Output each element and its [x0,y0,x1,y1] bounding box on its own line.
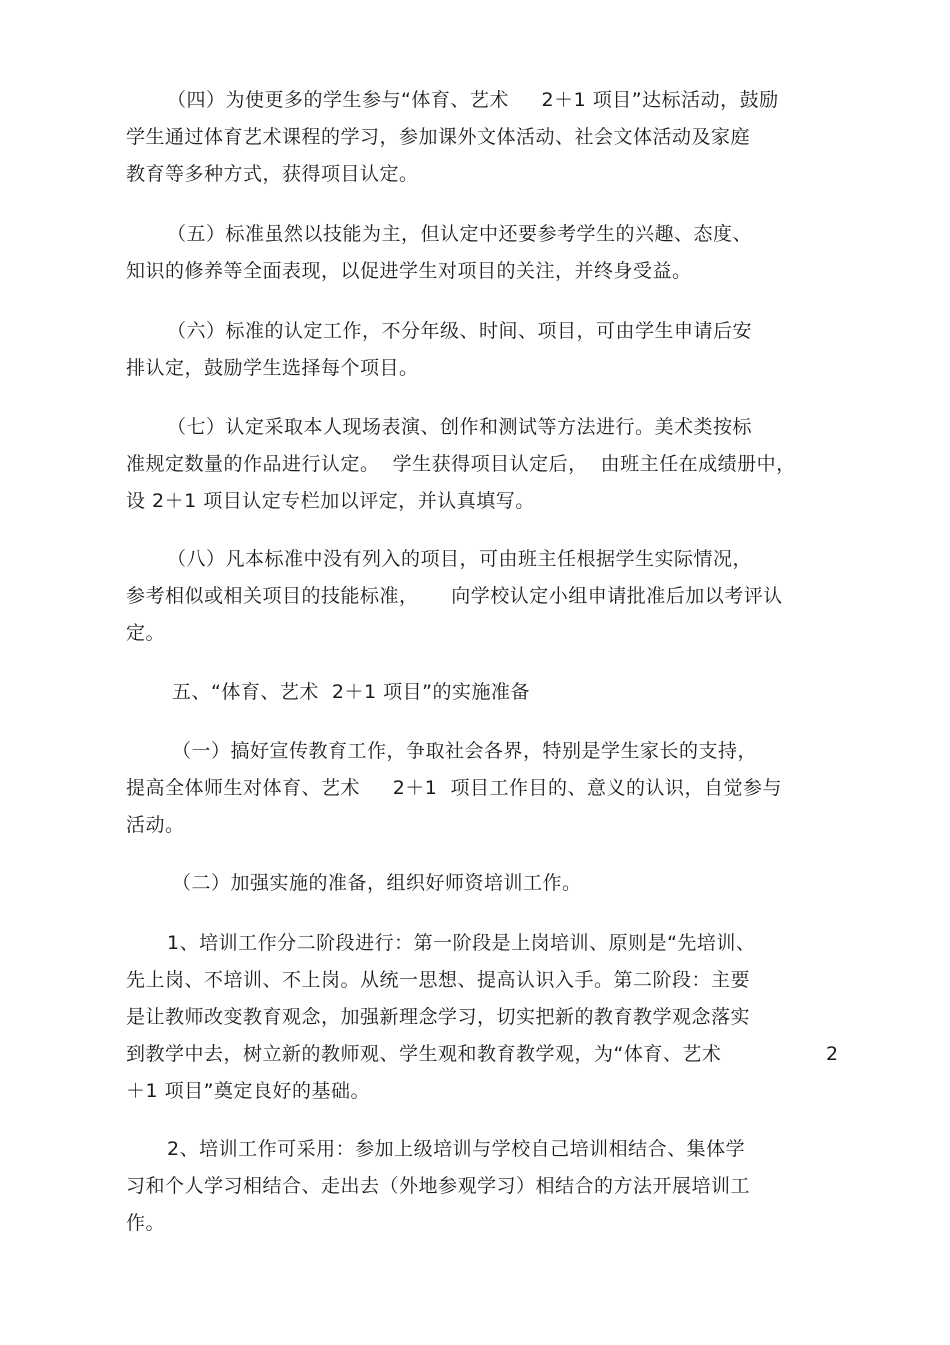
text-line: （四）为使更多的学生参与“体育、艺术 2＋1 项目”达标活动，鼓励 [167,89,779,111]
text-line: 学生通过体育艺术课程的学习，参加课外文体活动、社会文体活动及家庭 [126,126,751,148]
text-line: 教育等多种方式，获得项目认定。 [126,163,419,185]
text-line: 准规定数量的作品进行认定。 学生获得项目认定后， 由班主任在成绩册中， [126,453,796,475]
text-line: 参考相似或相关项目的技能标准， 向学校认定小组申请批准后加以考评认 [126,585,783,607]
text-line: 知识的修养等全面表现，以促进学生对项目的关注，并终身受益。 [126,260,692,282]
text-line: 2、培训工作可采用：参加上级培训与学校自己培训相结合、集体学 [167,1138,746,1160]
text-line: 活动。 [126,814,185,836]
text-line: ＋1 项目”奠定良好的基础。 [126,1080,370,1102]
text-line: 作。 [126,1212,166,1234]
text-line: （二）加强实施的准备，组织好师资培训工作。 [172,872,582,894]
text-line: （五）标准虽然以技能为主，但认定中还要参考学生的兴趣、态度、 [167,223,753,245]
section-heading: 五、“体育、艺术 2＋1 项目”的实施准备 [172,681,530,703]
text-line: 习和个人学习相结合、走出去（外地参观学习）相结合的方法开展培训工 [126,1175,751,1197]
text-line: 提高全体师生对体育、艺术 2＋1 项目工作目的、意义的认识，自觉参与 [126,777,782,799]
text-line: 到教学中去，树立新的教师观、学生观和教育教学观，为“体育、艺术 [126,1043,722,1065]
text-line: （八）凡本标准中没有列入的项目，可由班主任根据学生实际情况， [167,548,753,570]
text-line: 排认定，鼓励学生选择每个项目。 [126,357,419,379]
text-line: 定。 [126,622,166,644]
text-line: 是让教师改变教育观念，加强新理念学习，切实把新的教育教学观念落实 [126,1006,751,1028]
text-line: 1、培训工作分二阶段进行：第一阶段是上岗培训、原则是“先培训、 [167,932,756,954]
text-line: （六）标准的认定工作，不分年级、时间、项目，可由学生申请后安 [167,320,753,342]
text-line-fragment: 2 [826,1043,839,1065]
text-line: 先上岗、不培训、不上岗。从统一思想、提高认识入手。第二阶段：主要 [126,969,751,991]
text-line: 设 2＋1 项目认定专栏加以评定，并认真填写。 [126,490,535,512]
text-line: （七）认定采取本人现场表演、创作和测试等方法进行。美术类按标 [167,416,753,438]
text-line: （一）搞好宣传教育工作，争取社会各界，特别是学生家长的支持， [172,740,758,762]
